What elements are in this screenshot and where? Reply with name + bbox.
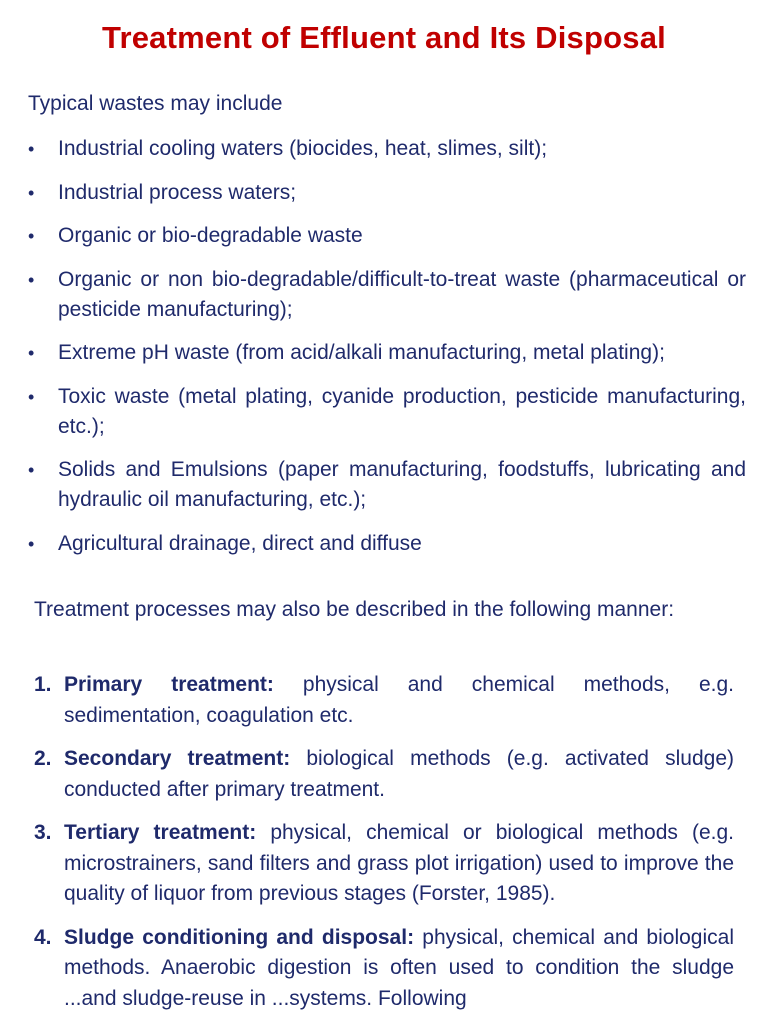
- waste-item-text: Industrial process waters;: [58, 180, 297, 204]
- bullet-icon: •: [28, 343, 35, 363]
- treatment-number: 2.: [34, 747, 52, 770]
- bullet-icon: •: [28, 460, 35, 480]
- treatment-item: [34, 818, 734, 910]
- wastes-intro: Typical wastes may include: [28, 92, 283, 115]
- wastes-list: [28, 134, 746, 572]
- treatment-text: physical, chemical or biological methods (e.g. microstrainers, sand filters and grass plot irrigation) used to improve the quality of liquor from previous stages (Forster, 1985).: [64, 821, 734, 905]
- treatment-text: physical and chemical methods, e.g. sedimentation, coagulation etc.: [64, 673, 735, 727]
- bullet-icon: •: [28, 139, 35, 159]
- waste-item-text: Toxic waste (metal plating, cyanide production, pesticide manufacturing, etc.);: [58, 384, 746, 438]
- waste-item-text: Organic or bio-degradable waste: [58, 224, 363, 247]
- waste-item-text: Solids and Emulsions (paper manufacturing, foodstuffs, lubricating and hydraulic oil manufacturing, etc.);: [58, 458, 746, 511]
- bullet-icon: •: [28, 386, 35, 407]
- waste-item-text: Extreme pH waste (from acid/alkali manufacturing, metal plating);: [58, 341, 665, 364]
- waste-item: [28, 529, 746, 559]
- waste-item: [28, 221, 746, 251]
- treatment-term: Primary treatment:: [64, 673, 274, 696]
- waste-item-text: Industrial cooling waters (biocides, heat, slimes, silt);: [58, 137, 548, 160]
- treatment-term: Sludge conditioning and disposal:: [64, 925, 415, 949]
- bullet-icon: •: [28, 269, 35, 290]
- waste-item: [28, 382, 746, 442]
- treatment-list: [34, 670, 734, 1024]
- bullet-icon: •: [28, 226, 35, 246]
- treatment-number: 1.: [34, 673, 52, 696]
- treatment-number: 3.: [34, 821, 52, 844]
- bullet-icon: •: [28, 182, 35, 203]
- bullet-icon: •: [28, 533, 35, 554]
- waste-item-text: Agricultural drainage, direct and diffuse: [58, 531, 422, 555]
- treatment-term: Secondary treatment:: [64, 747, 291, 770]
- treatment-text: biological methods (e.g. activated sludge) conducted after primary treatment.: [64, 747, 735, 801]
- waste-item: [28, 265, 746, 325]
- treatment-number: 4.: [34, 925, 52, 949]
- waste-item-text: Organic or non bio-degradable/difficult-to-treat waste (pharmaceutical or pesticide manufacturing);: [58, 267, 746, 321]
- treatment-term: Tertiary treatment:: [64, 821, 257, 844]
- treatment-item: [34, 923, 734, 1015]
- waste-item: [28, 178, 746, 208]
- waste-item: [28, 338, 746, 368]
- treatment-intro: Treatment processes may also be described in the following manner:: [34, 598, 675, 621]
- treatment-item: [34, 670, 734, 731]
- slide-title: Treatment of Effluent and Its Disposal: [102, 20, 666, 55]
- treatment-text: physical, chemical and biological methods. Anaerobic digestion is often used to condition the sludge ...and sludge-reuse in ...systems. Following: [64, 925, 734, 1010]
- treatment-item: [34, 744, 734, 805]
- waste-item: [28, 134, 746, 164]
- waste-item: [28, 455, 746, 515]
